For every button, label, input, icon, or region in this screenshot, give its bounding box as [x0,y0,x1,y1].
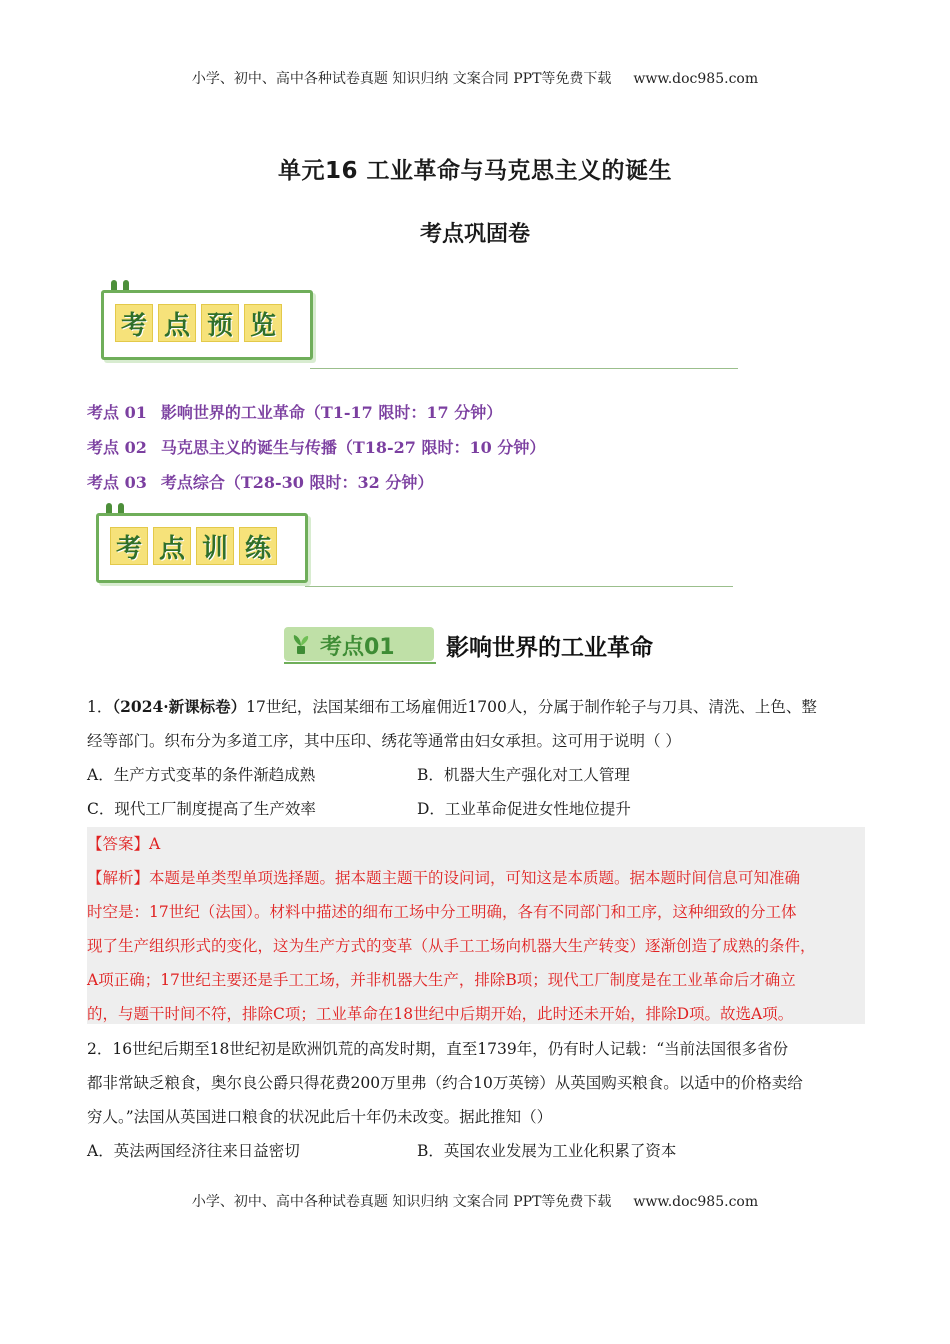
analysis-line: 时空是：17世纪（法国）。材料中描述的细布工场中分工明确，各有不同部门和工序，这种细致的分工体 [87,903,797,921]
header-site: www.doc985.com [633,71,759,87]
badge-char: 预 [201,304,239,342]
badge-char: 览 [244,304,282,342]
badge-preview [101,280,313,358]
page-footer [0,1191,950,1211]
section-badge-label: 考点01 [320,635,395,660]
section-badge [284,627,434,661]
question-1-stem-line2: 经等部门。织布分为多道工序，其中压印、绣花等通常由妇女承担。这可用于说明（ ） [87,732,681,750]
question-2-line: 穷人。”法国从英国进口粮食的状况此后十年仍未改变。据此推知（） [87,1108,553,1126]
option-b: B．机器大生产强化对工人管理 [417,766,630,784]
badge-char: 考 [110,527,148,565]
divider [305,586,733,587]
header-text: 小学、初中、高中各种试卷真题 知识归纳 文案合同 PPT等免费下载 [191,71,612,87]
section-title: 影响世界的工业革命 [446,635,653,661]
answer-explanation [87,827,865,1024]
question-1 [87,690,865,826]
badge-char: 训 [196,527,234,565]
option-a: A．英法两国经济往来日益密切 [87,1142,300,1160]
toc-item-1: 考点 01 影响世界的工业革命（T1-17 限时：17 分钟） [87,403,503,422]
badge-training [96,503,308,581]
option-a: A．生产方式变革的条件渐趋成熟 [87,766,316,784]
badge-char: 练 [239,527,277,565]
footer-text: 小学、初中、高中各种试卷真题 知识归纳 文案合同 PPT等免费下载 [191,1194,612,1210]
option-c: C．现代工厂制度提高了生产效率 [87,800,316,818]
question-2 [87,1032,865,1168]
analysis-line: 【解析】本题是单类型单项选择题。据本题主题干的设问词，可知这是本质题。据本题时间信息可知准确 [87,869,801,887]
analysis-line: 现了生产组织形式的变化，这为生产方式的变革（从手工工场向机器大生产转变）逐渐创造了成熟的条件， [87,937,816,955]
analysis-line: 的，与题干时间不符，排除C项；工业革命在18世纪中后期开始，此时还未开始，排除D项。故选A项。 [87,1005,794,1023]
option-d: D．工业革命促进女性地位提升 [417,800,631,818]
plant-icon [290,633,312,655]
option-b: B．英国农业发展为工业化积累了资本 [417,1142,677,1160]
question-2-line: 都非常缺乏粮食，奥尔良公爵只得花费200万里弗（约合10万英镑）从英国购买粮食。以适中的价格卖给 [87,1074,803,1092]
page-title: 单元16 工业革命与马克思主义的诞生 [277,158,672,184]
footer-site: www.doc985.com [633,1194,759,1210]
page-header [0,68,950,88]
section-underline [284,662,436,664]
divider [310,368,738,369]
toc-item-2: 考点 02 马克思主义的诞生与传播（T18-27 限时：10 分钟） [87,438,546,457]
question-source: （2024·新课标卷） [112,697,247,716]
badge-char: 考 [115,304,153,342]
badge-char: 点 [153,527,191,565]
toc-item-3: 考点 03 考点综合（T28-30 限时：32 分钟） [87,473,434,492]
answer-label: 【答案】A [87,835,161,853]
page-subtitle: 考点巩固卷 [419,222,530,247]
analysis-line: A项正确；17世纪主要还是手工工场，并非机器大生产，排除B项；现代工厂制度是在工业革命后才确立 [87,971,796,989]
question-1-stem: 1．（2024·新课标卷）17世纪，法国某细布工场雇佣近1700人，分属于制作轮子与刀具、清洗、上色、整 [87,697,817,716]
question-2-line: 2．16世纪后期至18世纪初是欧洲饥荒的高发时期，直至1739年，仍有时人记载：“当前法国很多省份 [87,1040,789,1058]
badge-char: 点 [158,304,196,342]
